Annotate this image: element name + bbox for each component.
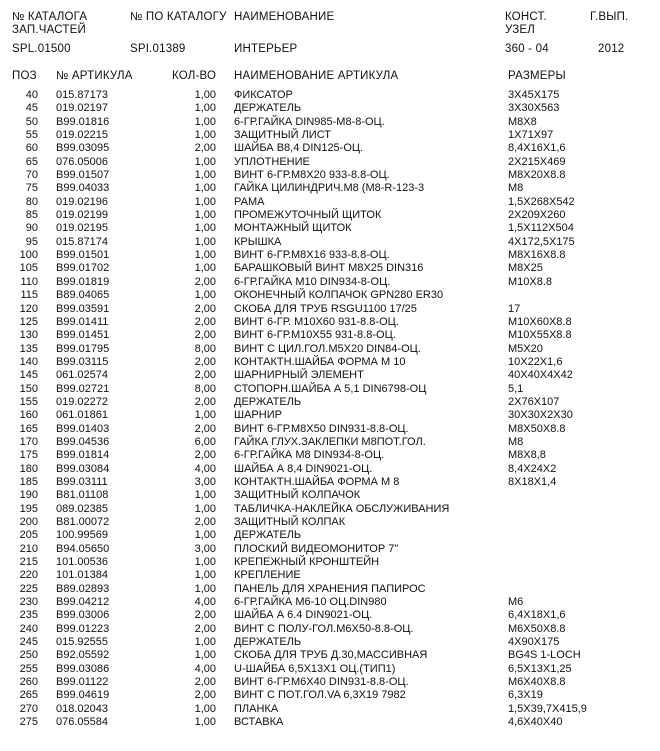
table-row [0, 556, 660, 569]
row-article: 019.02272 [56, 395, 108, 408]
header-year: Г.ВЫП. [590, 11, 629, 23]
row-pos: 170 [19, 435, 38, 448]
header-catalog-no [12, 11, 87, 37]
table-row [0, 209, 660, 222]
row-name: ШАЙБА А 6.4 DIN9021-ОЦ. [234, 609, 373, 622]
table-row [0, 583, 660, 596]
row-pos: 265 [19, 689, 38, 702]
row-qty: 1,00 [194, 182, 216, 195]
row-pos: 180 [19, 462, 38, 475]
row-article: B99.01795 [56, 342, 110, 355]
table-row [0, 396, 660, 409]
table-row [0, 222, 660, 235]
table-row [0, 489, 660, 502]
row-qty: 8,00 [194, 382, 216, 395]
row-name: ШАРНИР [234, 409, 282, 422]
table-row [0, 169, 660, 182]
row-article: B89.04065 [56, 289, 110, 302]
row-article: 019.02196 [56, 195, 108, 208]
row-name: ВИНТ С ПОТ.ГОЛ.VA 6,3X19 7982 [234, 689, 406, 702]
row-article: B81.01108 [56, 489, 109, 502]
row-pos: 65 [25, 155, 38, 168]
row-pos: 220 [19, 569, 38, 582]
row-name: ВИНТ С ПОЛУ-ГОЛ.M6X50-8.8-ОЦ. [234, 622, 414, 635]
row-size: 3X45X175 [508, 89, 560, 101]
info-by-catalog: SPI.01389 [130, 43, 186, 55]
row-size: 5,1 [508, 382, 524, 395]
row-pos: 70 [25, 169, 38, 182]
row-qty: 1,00 [194, 702, 216, 715]
row-qty: 1,00 [194, 235, 216, 248]
table-row [0, 529, 660, 542]
row-pos: 270 [19, 702, 38, 715]
table-row [0, 329, 660, 342]
row-qty: 6,00 [194, 435, 216, 448]
row-qty: 2,00 [194, 369, 216, 382]
table-row [0, 703, 660, 716]
table-row [0, 543, 660, 556]
row-pos: 175 [19, 449, 38, 462]
row-qty: 3,00 [194, 542, 216, 555]
header-catalog-no-line2: ЗАП.ЧАСТЕЙ [12, 24, 86, 36]
row-qty: 1,00 [194, 89, 216, 101]
row-pos: 225 [19, 582, 38, 595]
row-size: M6X50X8.8 [508, 622, 566, 635]
row-name: 6-ГР.ГАЙКА M10 DIN934-8-ОЦ. [234, 275, 391, 288]
row-qty: 2,00 [194, 142, 216, 155]
row-qty: 2,00 [194, 622, 216, 635]
row-pos: 150 [19, 382, 38, 395]
row-qty: 4,00 [194, 662, 216, 675]
table-row [0, 636, 660, 649]
col-qty: КОЛ-ВО [172, 70, 217, 82]
row-article: B99.04212 [56, 596, 110, 609]
col-article: № АРТИКУЛА [56, 70, 133, 82]
row-pos: 90 [25, 222, 38, 235]
row-pos: 105 [19, 262, 38, 275]
row-qty: 1,00 [194, 502, 216, 515]
row-article: 089.02385 [56, 502, 108, 515]
row-article: B99.03084 [56, 462, 110, 475]
row-pos: 275 [19, 716, 38, 729]
row-article: B99.01501 [56, 249, 110, 262]
row-article: B99.01223 [56, 622, 110, 635]
table-row [0, 316, 660, 329]
table-row [0, 649, 660, 662]
row-size: 1X71X97 [508, 129, 554, 142]
row-qty: 2,00 [194, 395, 216, 408]
parts-table [0, 89, 660, 730]
info-name: ИНТЕРЬЕР [234, 43, 298, 55]
row-name: ДЕРЖАТЕЛЬ [234, 636, 302, 649]
row-article: 018.02043 [56, 702, 108, 715]
row-article: 101.01384 [56, 569, 108, 582]
row-size: M8X8 [508, 115, 537, 128]
row-article: 019.02215 [56, 129, 108, 142]
row-article: B99.04033 [56, 182, 110, 195]
row-article: B99.01816 [56, 115, 110, 128]
row-name: КРЫШКА [234, 235, 282, 248]
row-article: 076.05006 [56, 155, 108, 168]
table-row [0, 716, 660, 729]
row-pos: 245 [19, 636, 38, 649]
row-pos: 240 [19, 622, 38, 635]
row-qty: 1,00 [194, 649, 216, 662]
row-article: B99.03115 [56, 355, 109, 368]
row-article: B99.03095 [56, 142, 110, 155]
table-row [0, 343, 660, 356]
row-name: КОНТАКТН.ШАЙБА ФОРМА М 10 [234, 355, 406, 368]
row-name: ВИНТ С ЦИЛ.ГОЛ.M5X20 DIN84-ОЦ. [234, 342, 421, 355]
row-article: 015.92555 [56, 636, 108, 649]
header-const [505, 11, 547, 37]
table-row [0, 423, 660, 436]
row-name: ПЛОСКИЙ ВИДЕОМОНИТОР 7" [234, 542, 399, 555]
row-pos: 230 [19, 596, 38, 609]
row-size: M8X16X8.8 [508, 249, 566, 262]
row-name: РАМА [234, 195, 265, 208]
row-pos: 85 [25, 209, 38, 222]
row-qty: 4,00 [194, 462, 216, 475]
row-article: 019.02197 [56, 102, 108, 115]
row-pos: 130 [19, 329, 38, 342]
header-catalog-no-line1: № КАТАЛОГА [12, 11, 88, 23]
row-article: 015.87174 [56, 235, 108, 248]
row-size: BG4S 1-LOCH [508, 649, 581, 662]
row-name: ВИНТ 6-ГР.M8X20 933-8.8-ОЦ. [234, 169, 390, 182]
row-size: M8X50X8.8 [508, 422, 566, 435]
row-name: ДЕРЖАТЕЛЬ [234, 102, 302, 115]
table-row [0, 102, 660, 115]
row-size: M10X60X8.8 [508, 315, 572, 328]
row-size: M6 [508, 596, 524, 609]
row-article: B99.03006 [56, 609, 110, 622]
row-name: СТОПОРН.ШАЙБА А 5,1 DIN6798-ОЦ [234, 382, 427, 395]
row-name: ПАНЕЛЬ ДЛЯ ХРАНЕНИЯ ПАПИРОС [234, 582, 426, 595]
table-row [0, 116, 660, 129]
row-name: ВИНТ 6-ГР. M10X60 931-8.8-ОЦ. [234, 315, 399, 328]
row-size: 8X18X1,4 [508, 475, 557, 488]
row-pos: 135 [19, 342, 38, 355]
row-size: M8 [508, 435, 524, 448]
row-article: 100.99569 [56, 529, 108, 542]
header-by-catalog: № ПО КАТАЛОГУ [130, 11, 227, 23]
row-name: ОКОНЕЧНЫЙ КОЛПАЧОК GPN280 ER30 [234, 289, 444, 302]
row-pos: 205 [19, 529, 38, 542]
table-row [0, 89, 660, 102]
row-qty: 1,00 [194, 102, 216, 115]
row-pos: 140 [19, 355, 38, 368]
row-article: 019.02195 [56, 222, 108, 235]
row-qty: 1,00 [194, 569, 216, 582]
row-qty: 2,00 [194, 315, 216, 328]
row-pos: 255 [19, 662, 38, 675]
table-row [0, 663, 660, 676]
row-article: 019.02199 [56, 209, 108, 222]
row-name: U-ШАЙБА 6,5X13X1 ОЦ.(ТИП1) [234, 662, 396, 675]
table-row [0, 569, 660, 582]
row-pos: 200 [19, 516, 38, 528]
row-qty: 1,00 [194, 529, 216, 542]
row-article: B99.01702 [56, 262, 110, 275]
row-name: ШАЙБА B8,4 DIN125-ОЦ. [234, 142, 364, 155]
table-row [0, 276, 660, 289]
table-row [0, 156, 660, 169]
row-qty: 1,00 [194, 249, 216, 262]
row-article: B99.04619 [56, 689, 110, 702]
row-name: ФИКСАТОР [234, 89, 293, 101]
row-pos: 55 [25, 129, 38, 142]
row-qty: 1,00 [194, 289, 216, 302]
row-pos: 160 [19, 409, 38, 422]
row-size: M8 [508, 182, 524, 195]
table-row [0, 436, 660, 449]
row-name: ПЛАНКА [234, 702, 279, 715]
row-size: M8X20X8.8 [508, 169, 566, 182]
row-qty: 2,00 [194, 609, 216, 622]
row-pos: 215 [19, 556, 38, 569]
col-size: РАЗМЕРЫ [508, 70, 566, 82]
row-pos: 235 [19, 609, 38, 622]
row-qty: 3,00 [194, 475, 216, 488]
row-qty: 1,00 [194, 556, 216, 569]
row-name: ВИНТ 6-ГР.M8X16 933-8.8-ОЦ. [234, 249, 390, 262]
row-size: 8,4X16X1,6 [508, 142, 566, 155]
row-pos: 60 [25, 142, 38, 155]
row-size: 6,3X19 [508, 689, 543, 702]
table-row [0, 196, 660, 209]
row-pos: 45 [25, 102, 38, 115]
row-qty: 1,00 [194, 582, 216, 595]
row-qty: 8,00 [194, 342, 216, 355]
row-qty: 2,00 [194, 329, 216, 342]
row-qty: 2,00 [194, 422, 216, 435]
row-qty: 1,00 [194, 195, 216, 208]
row-size: 2X209X260 [508, 209, 566, 222]
row-size: 4X90X175 [508, 636, 560, 649]
table-row [0, 503, 660, 516]
row-name: ВИНТ 6-ГР.M6X40 DIN931-8.8-ОЦ. [234, 676, 409, 689]
row-article: B99.01819 [56, 275, 110, 288]
row-pos: 185 [19, 475, 38, 488]
row-name: ВИНТ 6-ГР.M8X50 DIN931-8.8-ОЦ. [234, 422, 409, 435]
table-row [0, 182, 660, 195]
row-qty: 1,00 [194, 489, 216, 502]
table-row [0, 249, 660, 262]
row-name: СКОБА ДЛЯ ТРУБ Д.30,МАССИВНАЯ [234, 649, 428, 662]
table-row [0, 369, 660, 382]
row-pos: 250 [19, 649, 38, 662]
row-name: КОНТАКТН.ШАЙБА ФОРМА М 8 [234, 475, 400, 488]
row-size: 30X30X2X30 [508, 409, 573, 422]
row-article: 076.05584 [56, 716, 108, 729]
row-name: ВСТАВКА [234, 716, 284, 729]
row-article: B99.01507 [56, 169, 110, 182]
table-row [0, 689, 660, 702]
row-size: 40X40X4X42 [508, 369, 573, 382]
row-name: 6-ГР.ГАЙКА DIN985-M8-8-ОЦ. [234, 115, 385, 128]
header-name: НАИМЕНОВАНИЕ [234, 11, 335, 23]
row-article: 015.87173 [56, 89, 108, 101]
row-qty: 1,00 [194, 169, 216, 182]
row-qty: 2,00 [194, 302, 216, 315]
row-size: M10X8.8 [508, 275, 553, 288]
table-row [0, 129, 660, 142]
table-row [0, 236, 660, 249]
row-article: B99.01403 [56, 422, 110, 435]
table-row [0, 262, 660, 275]
row-qty: 2,00 [194, 676, 216, 689]
row-article: B99.04536 [56, 435, 110, 448]
row-size: 1,5X112X504 [508, 222, 574, 235]
row-pos: 195 [19, 502, 38, 515]
row-name: ЗАЩИТНЫЙ ЛИСТ [234, 129, 331, 142]
row-qty: 2,00 [194, 516, 216, 528]
row-name: 6-ГР.ГАЙКА M8 DIN934-8-ОЦ. [234, 449, 385, 462]
row-qty: 2,00 [194, 449, 216, 462]
row-name: ГАЙКА ЦИЛИНДРИЧ.M8 (M8-R-123-3 [234, 182, 425, 195]
row-size: 17 [508, 302, 521, 315]
table-row [0, 303, 660, 316]
row-name: ПРОМЕЖУТОЧНЫЙ ЩИТОК [234, 209, 382, 222]
row-article: 061.01861 [56, 409, 108, 422]
col-name: НАИМЕНОВАНИЕ АРТИКУЛА [234, 70, 399, 82]
row-pos: 125 [19, 315, 38, 328]
row-qty: 2,00 [194, 689, 216, 702]
row-pos: 80 [25, 195, 38, 208]
row-size: M5X20 [508, 342, 543, 355]
row-article: B99.03086 [56, 662, 110, 675]
table-row [0, 409, 660, 422]
table-row [0, 476, 660, 489]
row-article: 101.00536 [56, 556, 108, 569]
row-size: M10X55X8.8 [508, 329, 572, 342]
header-const-line2: УЗЕЛ [505, 24, 536, 36]
row-pos: 190 [19, 489, 38, 502]
row-article: B99.01451 [56, 329, 110, 342]
row-article: B89.02893 [56, 582, 110, 595]
row-size: M8X8,8 [508, 449, 546, 462]
row-size: 8,4X24X2 [508, 462, 557, 475]
row-pos: 40 [25, 89, 38, 101]
table-row [0, 596, 660, 609]
row-article: B99.01814 [56, 449, 110, 462]
table-row [0, 516, 660, 529]
row-name: ТАБЛИЧКА-НАКЛЕЙКА ОБСЛУЖИВАНИЯ [234, 502, 450, 515]
row-article: B99.03111 [56, 475, 108, 488]
row-name: КРЕПЕЖНЫЙ КРОНШТЕЙН [234, 556, 380, 569]
row-name: УПЛОТНЕНИЕ [234, 155, 310, 168]
row-article: B94.05650 [56, 542, 110, 555]
row-name: ЗАЩИТНЫЙ КОЛПАЧОК [234, 489, 361, 502]
row-name: ДЕРЖАТЕЛЬ [234, 395, 302, 408]
row-qty: 1,00 [194, 262, 216, 275]
row-name: ШАРНИРНЫЙ ЭЛЕМЕНТ [234, 369, 364, 382]
row-pos: 115 [20, 289, 38, 302]
row-pos: 50 [25, 115, 38, 128]
row-size: M8X25 [508, 262, 543, 275]
table-row [0, 623, 660, 636]
row-article: B99.02721 [56, 382, 110, 395]
row-name: БАРАШКОВЫЙ ВИНТ M8X25 DIN316 [234, 262, 424, 275]
row-qty: 1,00 [194, 155, 216, 168]
row-size: 2X215X469 [508, 155, 566, 168]
info-const: 360 - 04 [505, 43, 549, 55]
table-row [0, 356, 660, 369]
row-name: 6-ГР.ГАЙКА M6-10 ОЦ.DIN980 [234, 596, 387, 609]
table-row [0, 449, 660, 462]
row-pos: 155 [19, 395, 38, 408]
info-year: 2012 [598, 43, 625, 55]
row-pos: 165 [19, 422, 38, 435]
row-size: 3X30X563 [508, 102, 560, 115]
row-article: B99.03591 [56, 302, 110, 315]
row-size: 6,4X18X1,6 [508, 609, 566, 622]
row-qty: 1,00 [194, 409, 216, 422]
row-name: КРЕПЛЕНИЕ [234, 569, 301, 582]
row-pos: 100 [19, 249, 38, 262]
row-name: СКОБА ДЛЯ ТРУБ RSGU1100 17/25 [234, 302, 417, 315]
row-size: 2X76X107 [508, 395, 560, 408]
row-article: B99.01411 [56, 315, 109, 328]
table-row [0, 142, 660, 155]
row-name: МОНТАЖНЫЙ ЩИТОК [234, 222, 352, 235]
row-size: 4X172,5X175 [508, 235, 575, 248]
row-size: 10X22X1,6 [508, 355, 563, 368]
row-pos: 210 [19, 542, 38, 555]
row-article: B92.05592 [56, 649, 110, 662]
row-name: ГАЙКА ГЛУХ.ЗАКЛЕПКИ M8ПОТ.ГОЛ. [234, 435, 426, 448]
row-qty: 1,00 [194, 636, 216, 649]
row-article: B81.00072 [56, 516, 110, 528]
row-pos: 260 [19, 676, 38, 689]
row-size: 1,5X268X542 [508, 195, 575, 208]
row-pos: 95 [25, 235, 38, 248]
row-qty: 1,00 [194, 209, 216, 222]
row-size: 6,5X13X1,25 [508, 662, 572, 675]
row-pos: 75 [25, 182, 38, 195]
row-name: ДЕРЖАТЕЛЬ [234, 529, 302, 542]
table-row [0, 676, 660, 689]
row-pos: 145 [19, 369, 38, 382]
row-qty: 2,00 [194, 275, 216, 288]
table-row [0, 463, 660, 476]
table-row [0, 289, 660, 302]
row-size: M6X40X8.8 [508, 676, 566, 689]
row-qty: 1,00 [194, 129, 216, 142]
table-row [0, 609, 660, 622]
row-qty: 2,00 [194, 355, 216, 368]
row-qty: 4,00 [194, 596, 216, 609]
table-row [0, 383, 660, 396]
row-article: B99.01122 [56, 676, 109, 689]
col-pos: ПОЗ [12, 70, 37, 82]
row-pos: 120 [19, 302, 38, 315]
row-qty: 1,00 [194, 115, 216, 128]
row-size: 1,5X39,7X415,9 [508, 702, 587, 715]
row-size: 4,6X40X40 [508, 716, 563, 729]
row-name: ВИНТ 6-ГР.M10X55 931-8.8-ОЦ. [234, 329, 396, 342]
row-pos: 110 [20, 275, 38, 288]
row-name: ЗАЩИТНЫЙ КОЛПАК [234, 516, 346, 528]
row-qty: 1,00 [194, 716, 216, 729]
info-catalog-no: SPL.01500 [12, 43, 71, 55]
row-qty: 1,00 [194, 222, 216, 235]
row-name: ШАЙБА А 8,4 DIN9021-ОЦ. [234, 462, 373, 475]
row-article: 061.02574 [56, 369, 108, 382]
header-const-line1: КОНСТ. [505, 11, 547, 23]
